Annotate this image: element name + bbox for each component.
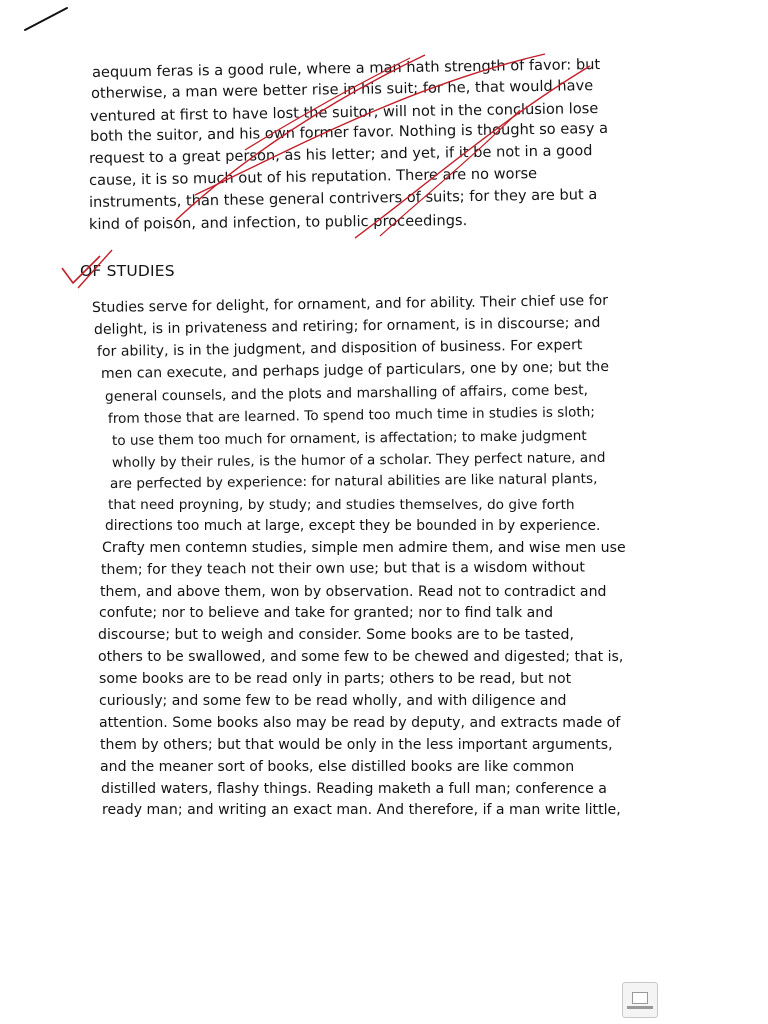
text-line: Crafty men contemn studies, simple men admire them, and wise men use	[102, 540, 626, 556]
section-heading: OF STUDIES	[80, 262, 175, 280]
text-line: otherwise, a man were better rise in his suit; for he, that would have	[90, 77, 594, 102]
text-line: that need proyning, by study; and studies themselves, do give forth	[108, 497, 575, 513]
text-line: aequum feras is a good rule, where a man hath strength of favor: but	[91, 56, 601, 81]
text-line: are perfected by experience: for natural abilities are like natural plants,	[109, 470, 598, 492]
text-line: both the suitor, and his own former favor. Nothing is thought so easy a	[89, 119, 609, 145]
text-line: directions too much at large, except they be bounded in by experience.	[105, 518, 601, 534]
text-line: kind of poison, and infection, to public proceedings.	[88, 212, 468, 233]
text-line: distilled waters, flashy things. Reading maketh a full man; conference a	[101, 781, 607, 797]
text-line: them; for they teach not their own use; but that is a wisdom without	[100, 559, 585, 578]
text-line: some books are to be read only in parts; others to be read, but not	[99, 671, 572, 687]
text-line: ready man; and writing an exact man. And therefore, if a man write little,	[102, 802, 621, 818]
text-line: and the meaner sort of books, else distilled books are like common	[100, 759, 575, 775]
text-line: ventured at first to have lost the suitor, will not in the conclusion lose	[89, 100, 599, 125]
text-line: Studies serve for delight, for ornament, and for ability. Their chief use for	[91, 292, 609, 316]
text-line: to use them too much for ornament, is affectation; to make judgment	[111, 428, 587, 449]
text-line: wholly by their rules, is the humor of a scholar. They perfect nature, and	[111, 449, 606, 471]
text-line: cause, it is so much out of his reputation. There are no worse	[88, 164, 538, 189]
text-line: delight, is in privateness and retiring; for ornament, is in discourse; and	[93, 314, 601, 338]
text-line: general counsels, and the plots and marshalling of affairs, come best,	[104, 382, 589, 405]
scanner-logo-icon	[622, 982, 658, 1018]
text-line: curiously; and some few to be read wholly, and with diligence and	[99, 693, 567, 709]
text-line: from those that are learned. To spend too much time in studies is sloth;	[107, 404, 596, 427]
text-line: confute; nor to believe and take for granted; nor to find talk and	[99, 605, 554, 621]
text-line: attention. Some books also may be read by deputy, and extracts made of	[99, 715, 621, 731]
text-line: others to be swallowed, and some few to be chewed and digested; that is,	[98, 649, 624, 665]
text-line: them by others; but that would be only in the less important arguments,	[100, 737, 613, 753]
text-line: instruments, than these general contrivers of suits; for they are but a	[88, 186, 598, 211]
text-line: them, and above them, won by observation. Read not to contradict and	[100, 584, 607, 600]
pen-stroke-mark	[25, 8, 67, 30]
text-line: request to a great person, as his letter; and yet, if it be not in a good	[88, 142, 593, 167]
text-line: men can execute, and perhaps judge of particulars, one by one; but the	[100, 358, 610, 382]
text-line: for ability, is in the judgment, and disposition of business. For expert	[96, 337, 583, 360]
text-line: discourse; but to weigh and consider. Some books are to be tasted,	[98, 627, 574, 643]
